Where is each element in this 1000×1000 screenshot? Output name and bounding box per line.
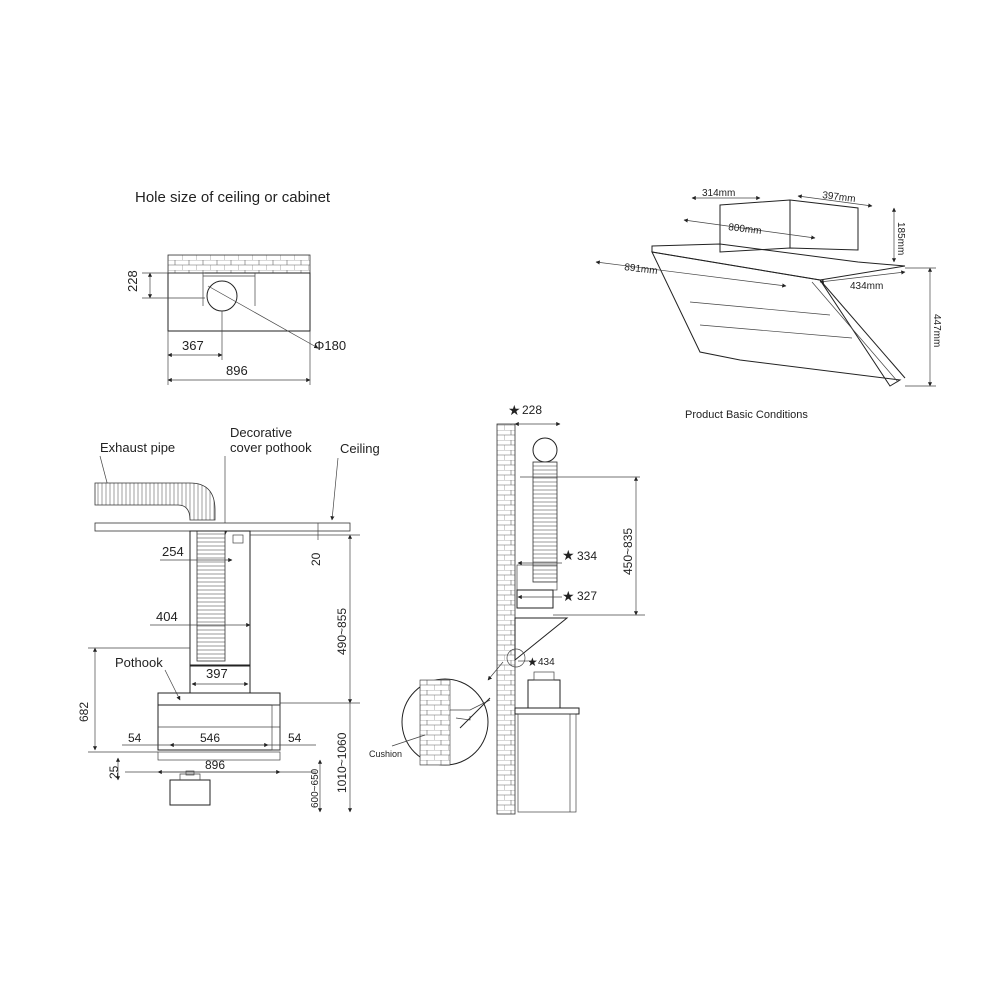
dim-20-label: 20 [309,552,323,566]
dim-447-label: 447mm [931,314,942,348]
side-334-star: ★ [562,547,575,563]
exhaust-pipe [95,483,215,520]
dim-254-label: 254 [162,544,184,559]
brick-wall [497,424,515,814]
side-stove-top [515,708,579,714]
dim-490-855-label: 490~855 [335,607,349,655]
phi180-leader [208,286,318,348]
dim-600-650-label: 600~650 [310,768,321,808]
side-334-label: 334 [577,549,598,563]
dim-546-label: 546 [200,731,221,745]
side-228-star: ★ [508,402,521,418]
dim-228-label: 228 [125,270,140,292]
dim-367-label: 367 [182,338,204,353]
ceiling-board [95,523,350,531]
dim-185-label: 185mm [895,222,906,256]
top-plate [652,244,905,280]
dim-54-right-label: 54 [288,731,302,745]
side-327-star: ★ [562,588,575,604]
dim-1010-1060-label: 1010~1060 [335,732,349,793]
vertical-duct [197,531,225,661]
side-450-835-label: 450~835 [621,527,635,575]
dim-800-label: 800mm [727,222,763,238]
side-chimney-base [517,590,553,608]
dim-54-left-label: 54 [128,731,142,745]
bracket-lines [203,273,255,306]
side-cabinet [518,714,576,812]
dim-896-label: 896 [205,758,226,772]
dim-891-label: 891mm [623,262,659,278]
hood-body [652,252,900,386]
front-installation-diagram [77,425,380,812]
hole-size-diagram [125,189,346,385]
dim-404-label: 404 [156,609,178,624]
side-327-label: 327 [577,589,598,603]
phi180-label: Φ180 [314,338,347,353]
cushion-label: Cushion [369,749,403,759]
side-vertical-duct [533,462,557,582]
dim-434-label: 434mm [850,281,884,292]
exhaust-pipe-label: Exhaust pipe [100,440,176,455]
side-434-label: 434 [538,657,555,668]
dim-397-label: 397mm [821,190,857,206]
side-434-star: ★ [527,655,538,669]
cabinet-top-band [168,255,310,273]
side-228-label: 228 [522,403,543,417]
dim-397-label: 397 [206,666,228,681]
side-hood [515,618,567,660]
decorative-label-1: Decorative [230,425,293,440]
duct-hole-circle [207,281,237,311]
product-title: Product Basic Conditions [685,409,808,421]
dim-682-label: 682 [77,701,91,722]
dim-25-label: 25 [107,765,121,779]
cooking-pot [170,780,210,805]
hood-top [158,693,280,705]
pothook-label: Pothook [115,655,163,670]
product-diagram [596,188,942,421]
decorative-label-2: cover pothook [230,440,312,455]
side-duct-circle [533,438,557,462]
ceiling-label: Ceiling [340,441,380,456]
side-pot [528,680,560,708]
dim-896-label: 896 [226,363,248,378]
hole-size-title: Hole size of ceiling or cabinet [135,189,331,206]
cabinet-body [168,273,310,331]
dim-314-label: 314mm [702,188,736,199]
side-installation-diagram [369,402,645,814]
